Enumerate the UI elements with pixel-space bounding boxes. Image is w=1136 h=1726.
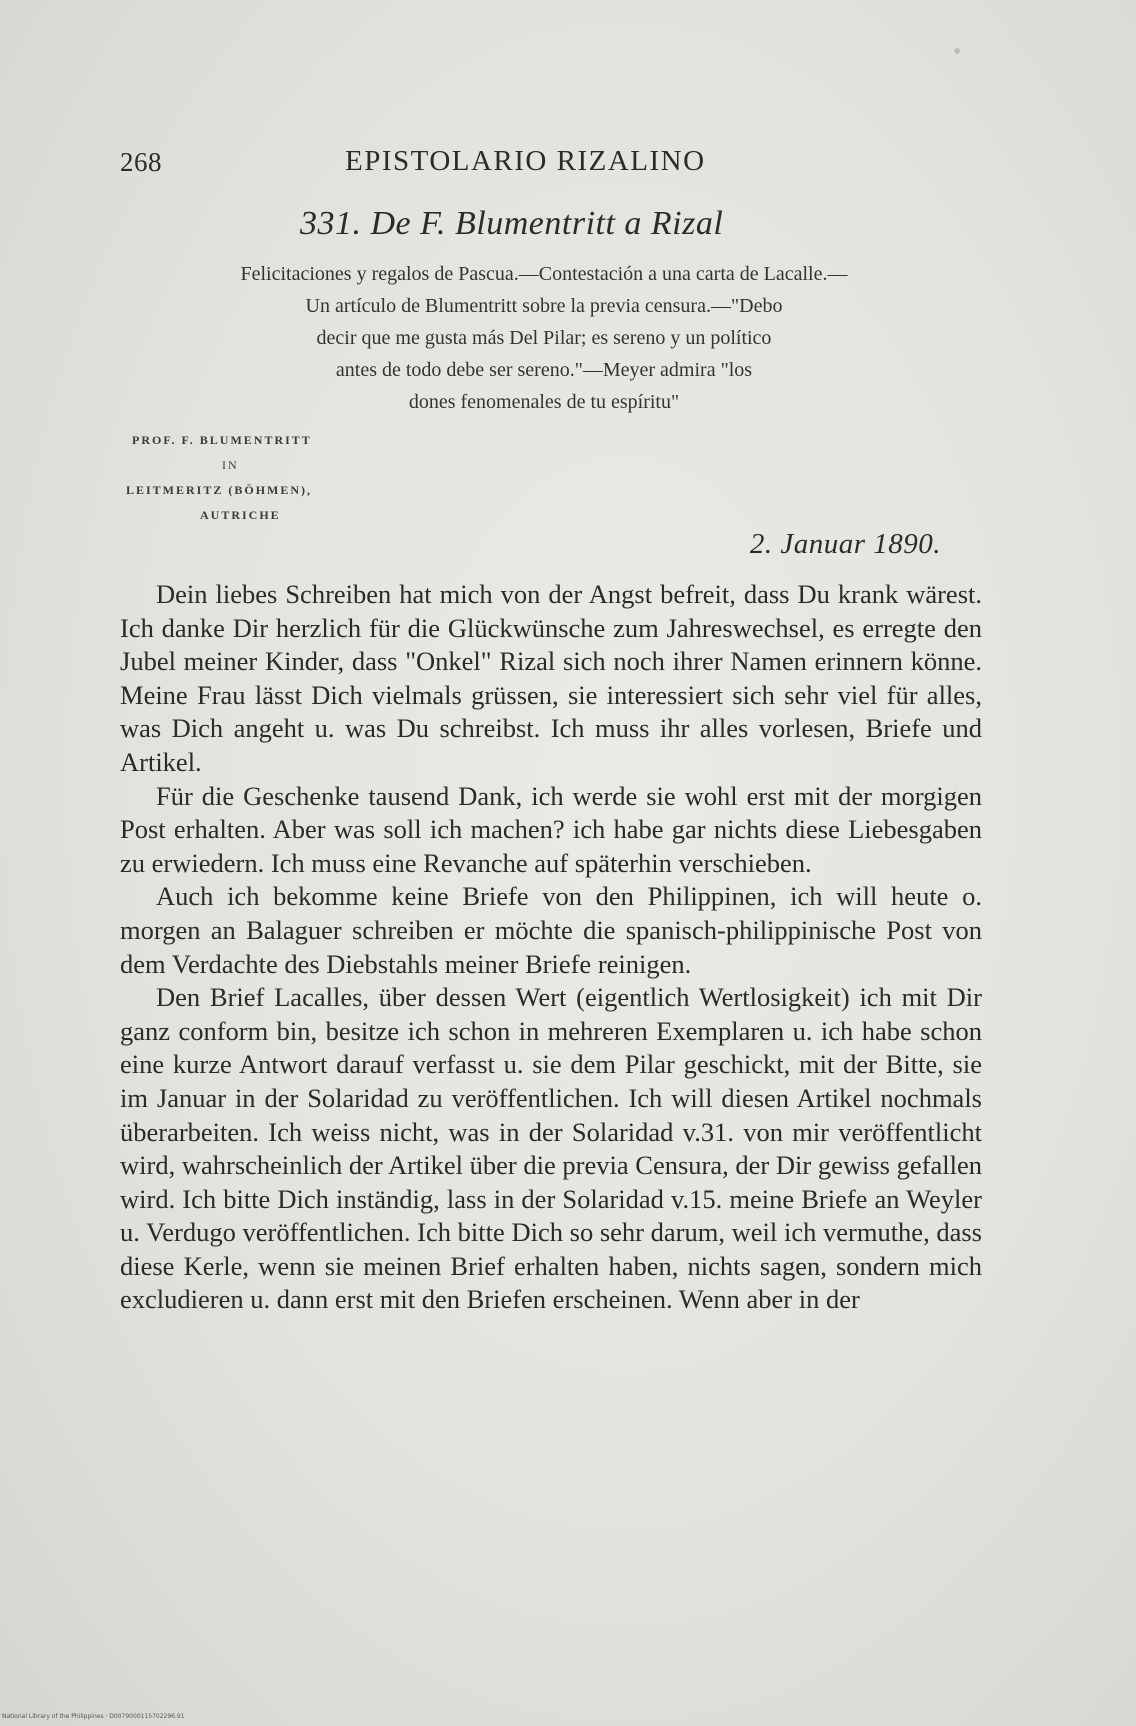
library-stamp: National Library of the Philippines · D0079000115702296.91 <box>2 1713 185 1720</box>
body-paragraph: Für die Geschenke tausend Dank, ich werde sie wohl erst mit der morgigen Post erhalten. Aber was soll ich machen? ich habe gar nichts diese Liebesgaben zu erwiedern. Ich muss eine Revanche auf späterhin verschieben. <box>120 780 982 878</box>
body-paragraph: Den Brief Lacalles, über dessen Wert (eigentlich Wertlosigkeit) ich mit Dir ganz conform bin, besitze ich schon in mehreren Exemplaren u. ich habe schon eine kurze Antwort darauf verfasst u. sie dem Pilar geschickt, mit der Bitte, sie im Januar in der Solaridad zu veröffentlichen. Ich will diesen Artikel nochmals überarbeiten. Ich weiss nicht, was in der Solaridad v.31. von mir veröffentlicht wird, wahrscheinlich der Artikel über die previa Censura, der Dir gewiss gefallen wird. Ich bitte Dich inständig, lass in der Solaridad v.15. meine Briefe an Weyler u. Verdugo veröffentlichen. Ich bitte Dich so sehr darum, weil ich vermuthe, dass diese Kerle, wenn sie meinen Brief erhalten haben, nichts sagen, sondern mich excludieren u. dann erst mit den Briefen erscheinen. Wenn aber in der <box>120 982 982 1315</box>
letter-body <box>120 578 982 1317</box>
summary-line: Felicitaciones y regalos de Pascua.—Contestación a una carta de Lacalle.— <box>240 263 848 285</box>
page-number: 268 <box>120 147 162 177</box>
running-head <box>120 145 940 185</box>
letter-title: 331. De F. Blumentritt a Rizal <box>300 205 724 242</box>
address-line: PROF. F. BLUMENTRITT <box>132 433 312 447</box>
address-line: AUTRICHE <box>200 508 281 522</box>
letter-summary <box>124 258 964 418</box>
address-line: IN <box>222 458 239 472</box>
book-title: EPISTOLARIO RIZALINO <box>345 145 706 177</box>
scan-speck <box>954 48 960 54</box>
body-paragraph: Dein liebes Schreiben hat mich von der Angst befreit, dass Du krank wärest. Ich danke Dir herzlich für die Glückwünsche zum Jahreswechsel, es erregte den Jubel meiner Kinder, dass "Onkel" Rizal sich noch ihrer Namen erinnern könne. Meine Frau lässt Dich vielmals grüssen, sie interessiert sich sehr viel für alles, was Dich angeht u. was Du schreibst. Ich muss ihr alles vorlesen, Briefe und Artikel. <box>120 579 982 777</box>
summary-line: Un artículo de Blumentritt sobre la previa censura.—"Debo <box>305 295 783 317</box>
letter-date: 2. Januar 1890. <box>749 528 941 560</box>
address-line: LEITMERITZ (BÖHMEN), <box>126 483 313 497</box>
sender-address <box>126 428 312 528</box>
summary-line: antes de todo debe ser sereno."—Meyer admira "los <box>335 359 753 381</box>
body-paragraph: Auch ich bekomme keine Briefe von den Philippinen, ich will heute o. morgen an Balaguer schreiben er möchte die spanisch-philippinische Post von dem Verdachte des Diebstahls meiner Briefe reinigen. <box>120 881 982 979</box>
summary-line: decir que me gusta más Del Pilar; es sereno y un político <box>316 327 772 349</box>
summary-line: dones fenomenales de tu espíritu" <box>408 391 680 413</box>
